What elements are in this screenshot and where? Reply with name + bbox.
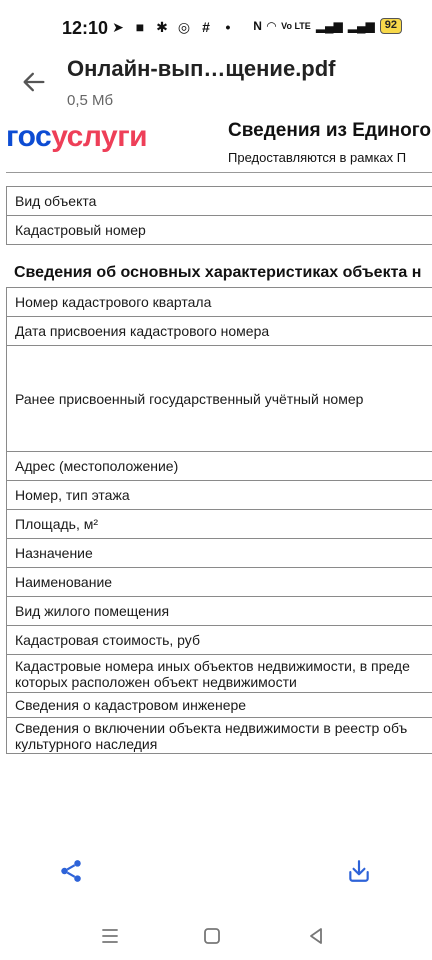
file-title: Онлайн-вып…щение.pdf <box>67 56 336 81</box>
table-row <box>7 481 432 510</box>
network-type-label: Vo LTE <box>281 21 311 31</box>
nav-back-icon[interactable] <box>304 924 328 948</box>
share-icon[interactable] <box>58 858 84 884</box>
telegram-icon: ➤ <box>112 19 124 35</box>
app-bar <box>0 50 432 116</box>
download-icon[interactable] <box>346 858 372 884</box>
gosuslugi-logo <box>6 120 147 154</box>
table-row <box>7 510 432 539</box>
home-icon[interactable] <box>200 924 224 948</box>
table-row <box>7 346 432 452</box>
bottom-toolbar <box>0 834 432 910</box>
table-cell: Номер кадастрового квартала <box>7 288 432 317</box>
table-cell: Сведения о кадастровом инженере <box>7 693 432 718</box>
section-heading: Сведения об основных характеристиках объекта н <box>14 264 422 281</box>
table-row <box>7 539 432 568</box>
table-cell: Вид жилого помещения <box>7 597 432 626</box>
system-nav-bar <box>0 910 432 960</box>
status-time: 12:10 <box>62 18 109 38</box>
app-notification-icon: ✱ <box>156 19 168 35</box>
header-divider <box>6 172 432 173</box>
table-cell: Кадастровая стоимость, руб <box>7 626 432 655</box>
system-status <box>253 18 402 34</box>
table-row <box>7 187 432 216</box>
status-bar <box>0 0 432 56</box>
characteristics-table <box>6 287 432 754</box>
notification-icons <box>110 19 236 36</box>
table-row <box>7 597 432 626</box>
more-notifications-icon: • <box>225 19 231 35</box>
nfc-icon: N <box>253 19 262 33</box>
table-row <box>7 216 432 245</box>
table-cell: Ранее присвоенный государственный учётный номер <box>7 346 432 452</box>
table-cell: Дата присвоения кадастрового номера <box>7 317 432 346</box>
table-cell: Кадастровые номера иных объектов недвижимости, в преде которых расположен объект недвижимости <box>7 655 432 693</box>
table-cell: Площадь, м² <box>7 510 432 539</box>
object-table <box>6 186 432 245</box>
table-row <box>7 317 432 346</box>
logo-part-2: услуги <box>51 120 148 153</box>
signal-icon-2: ▂▄▆ <box>347 19 375 33</box>
logo-part-1: гос <box>6 120 52 153</box>
wifi-icon: ◠ <box>266 19 277 33</box>
table-row <box>7 718 432 754</box>
table-row <box>7 288 432 317</box>
table-row <box>7 568 432 597</box>
file-size: 0,5 Мб <box>67 92 114 109</box>
table-cell: Кадастровый номер <box>7 216 432 245</box>
document-title: Сведения из Единого <box>228 120 432 141</box>
table-row <box>7 655 432 693</box>
table-row <box>7 693 432 718</box>
table-cell: Вид объекта <box>7 187 432 216</box>
document-subtitle: Предоставляются в рамках П <box>228 150 407 165</box>
grid-notification-icon: # <box>202 19 210 35</box>
table-cell: Адрес (местоположение) <box>7 452 432 481</box>
check-circle-icon: ◎ <box>177 19 191 35</box>
back-arrow-icon[interactable] <box>20 68 48 96</box>
table-cell: Номер, тип этажа <box>7 481 432 510</box>
table-cell: Сведения о включении объекта недвижимости в реестр объ культурного наследия <box>7 718 432 754</box>
battery-indicator: 92 <box>380 18 402 34</box>
table-cell: Наименование <box>7 568 432 597</box>
table-cell: Назначение <box>7 539 432 568</box>
profile-notification-icon: ■ <box>135 19 145 35</box>
signal-icon: ▂▄▆ <box>315 19 343 33</box>
table-row <box>7 626 432 655</box>
pdf-page[interactable] <box>0 116 432 834</box>
recent-apps-icon[interactable] <box>98 924 122 948</box>
table-row <box>7 452 432 481</box>
